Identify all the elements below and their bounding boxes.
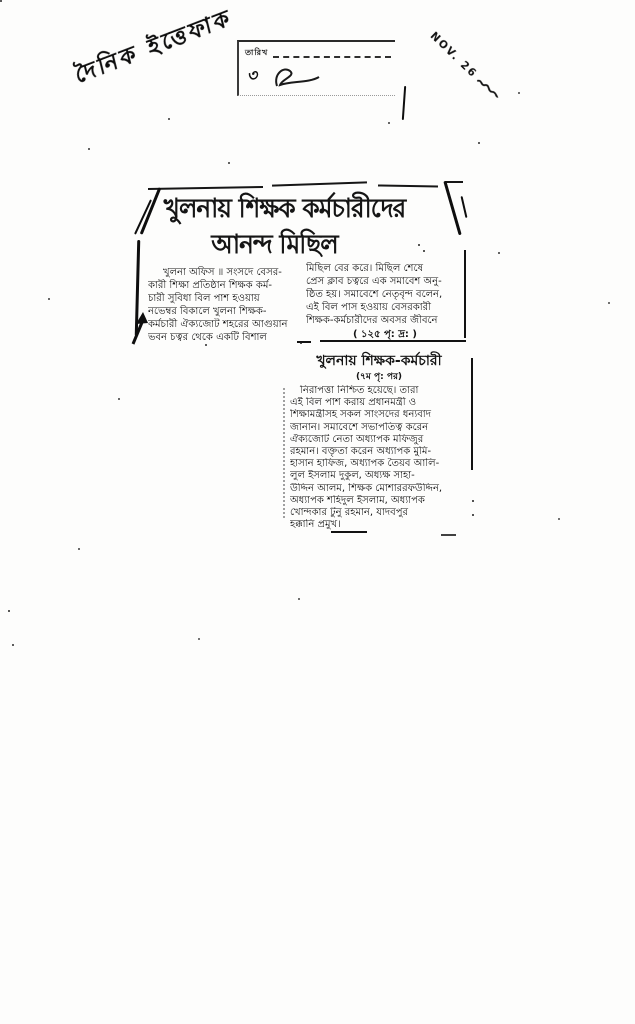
- body-line: ভবন চত্বর থেকে একটি বিশাল: [148, 332, 267, 343]
- continued-on-page-ref: ( ১২৫ পৃ: দ্র: ): [353, 329, 417, 340]
- stamp-handwritten-number: ৩: [245, 65, 259, 86]
- date-stamp-text: NOV. 26: [427, 30, 480, 81]
- body-line: মিছিল বের করে। মিছিল শেষে: [306, 263, 424, 274]
- article2-heading: খুলনায় শিক্ষক-কর্মচারী: [316, 353, 442, 369]
- article-end-dash: [441, 534, 456, 536]
- article-end-underline: [331, 531, 367, 533]
- body-line: শিক্ষামন্ত্রীসহ সকল সাংসদের ধন্যবাদ: [290, 409, 431, 421]
- body-line: হক্কানি প্রমুখ।: [290, 519, 341, 531]
- body-line: অধ্যাপক শহিদুল ইসলাম, অধ্যাপক: [290, 494, 425, 506]
- body-line: প্রেস ক্লাব চত্বরে এক সমাবেশ অনু-: [306, 276, 442, 287]
- date-stamp: [428, 30, 503, 103]
- headline-line1: খুলনায় শিক্ষক কর্মচারীদের: [163, 194, 406, 224]
- torn-edge-segment: [445, 181, 463, 183]
- column-rule-left-dotted: [283, 388, 285, 518]
- stamp-number-row: [245, 63, 391, 90]
- pen-slash-right: [443, 181, 461, 236]
- date-stamp-scribble: [475, 76, 502, 103]
- body-line: শিক্ষক-কর্মচারীদের অবসর জীবনে: [306, 315, 438, 326]
- column-rule-right: [464, 250, 466, 338]
- body-line: জানান। সমাবেশে সভাপতিত্ব করেন: [290, 421, 429, 433]
- body-line: খুলনা অফিস ॥ সংসদে বেসর-: [163, 267, 282, 278]
- section-divider: [320, 340, 466, 342]
- article2-body: [290, 385, 468, 531]
- registry-stamp-box: [237, 40, 395, 96]
- body-line: খোন্দকার টুনু রহমান, যাদবপুর: [290, 507, 409, 519]
- body-line: রহমান। বক্তৃতা করেন অধ্যাপক মুমি-: [290, 446, 432, 458]
- body-line: হাসান হাফিজ, অধ্যাপক তৈয়ব আলি-: [290, 458, 440, 470]
- scan-noise: [0, 0, 2, 2]
- column-rule-right: [471, 358, 473, 470]
- stamp-signature-scribble: [269, 64, 321, 90]
- pen-slash-right-2: [461, 196, 468, 218]
- handwritten-note: দৈনিক ইত্তেফাক: [72, 4, 235, 90]
- body-line: নভেম্বর বিকালে খুলনা শিক্ষক-: [148, 306, 267, 317]
- body-line: এই বিল পাশ করায় প্রধানমন্ত্রী ও: [290, 397, 417, 409]
- body-line: নিরাপত্তা নিশ্চিত হয়েছে। তারা: [300, 385, 419, 396]
- article2-continued-from: (৭ম পৃ: পর): [355, 372, 403, 382]
- article1-column1: [148, 266, 302, 344]
- stamp-box-tick-mark: [402, 86, 406, 120]
- stamp-date-row: [245, 47, 391, 60]
- body-line: ষ্ঠিত হয়। সমাবেশে নেতৃবৃন্দ বলেন,: [306, 289, 443, 300]
- article1-column2: [306, 262, 464, 341]
- body-line: লুল ইসলাম দুকুল, অধ্যক্ষ সাহা-: [290, 470, 415, 482]
- headline-line2: আনন্দ মিছিল: [211, 230, 338, 260]
- body-line: কর্মচারী ঐক্যজোট শহরের আগুয়ান: [148, 319, 288, 330]
- stamp-dashed-line: [273, 50, 391, 58]
- body-line: এই বিল পাস হওয়ায় বেসরকারী: [306, 302, 431, 313]
- body-line: উদ্দিন আলম, শিক্ষক মোশাররফউদ্দিন,: [290, 482, 443, 494]
- body-line: চারী সুবিধা বিল পাশ হওয়ায়: [148, 293, 260, 304]
- torn-edge-segment: [272, 181, 367, 186]
- body-line: ঐক্যজোট নেতা অধ্যাপক মফিজুর: [290, 433, 424, 445]
- body-line: কারী শিক্ষা প্রতিষ্ঠান শিক্ষক কর্ম-: [148, 280, 272, 291]
- stamp-field-label: তারিখ: [245, 48, 269, 57]
- section-divider: [297, 341, 311, 343]
